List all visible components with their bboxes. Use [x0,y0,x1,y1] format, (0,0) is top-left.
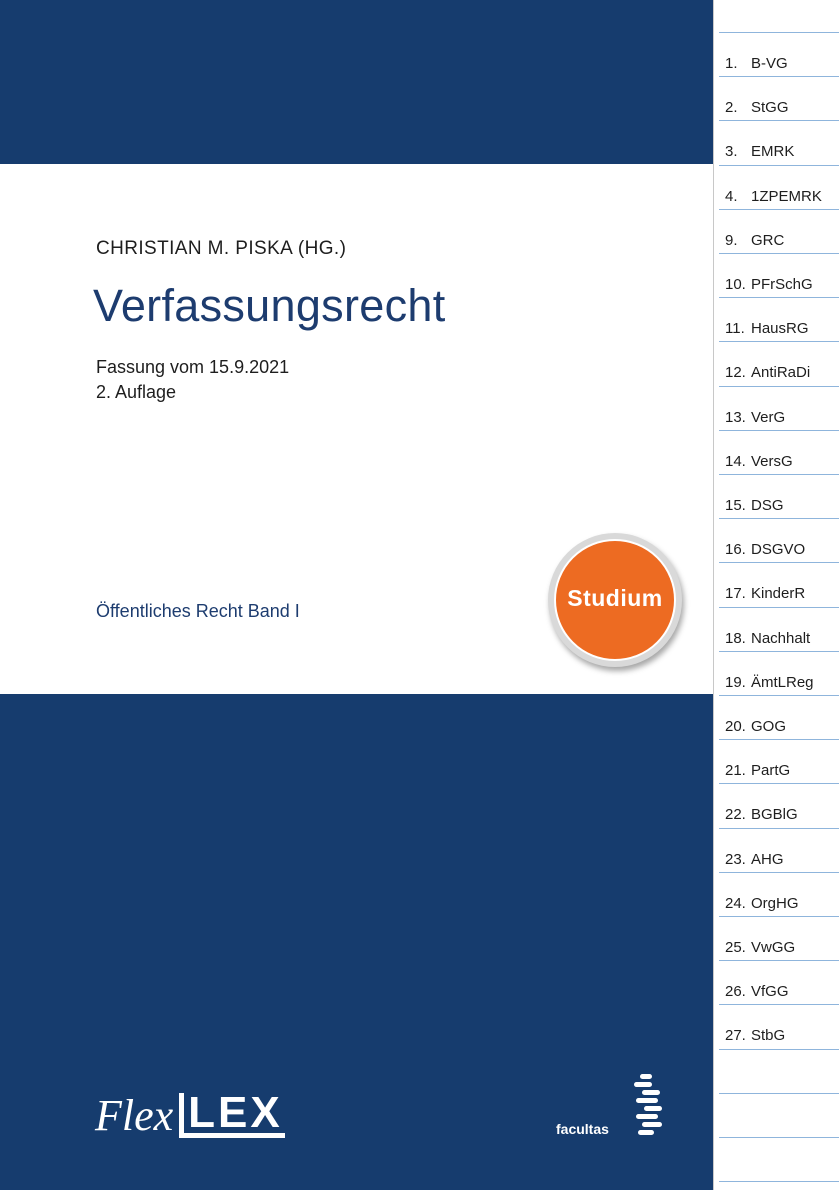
register-item[interactable] [725,851,839,873]
register-item-number: 20. [725,718,746,735]
register-item[interactable] [725,453,839,475]
register-item-number: 18. [725,630,746,647]
register-item-number: 22. [725,806,746,823]
register-item-label: GRC [751,232,785,249]
register-item-number: 15. [725,497,746,514]
register-item[interactable] [725,806,839,828]
register-item[interactable] [725,497,839,519]
register-divider [719,386,839,387]
register-item-label: KinderR [751,585,806,602]
register-tabs [713,0,839,1190]
register-item[interactable] [725,55,839,77]
register-item[interactable] [725,188,839,210]
register-divider [719,1137,839,1138]
register-item-label: StGG [751,99,789,116]
register-item-label: EMRK [751,143,795,160]
register-item-number: 3. [725,143,738,160]
register-item-label: OrgHG [751,895,799,912]
register-item-label: GOG [751,718,787,735]
studium-badge [554,539,676,661]
register-item[interactable] [725,674,839,696]
edition-date: Fassung vom 15.9.2021 [96,357,290,377]
register-item[interactable] [725,895,839,917]
register-item[interactable] [725,409,839,431]
register-item[interactable] [725,143,839,165]
register-item-number: 13. [725,409,746,426]
register-item-label: PFrSchG [751,276,813,293]
register-divider [719,32,839,33]
register-item[interactable] [725,276,839,298]
flexlex-logo [95,1078,285,1138]
register-item[interactable] [725,585,839,607]
register-item[interactable] [725,983,839,1005]
register-item[interactable] [725,939,839,961]
register-item-label: Nachhalt [751,630,811,647]
register-item[interactable] [725,1027,839,1049]
register-item[interactable] [725,762,839,784]
register-divider [719,1093,839,1094]
register-item-label: B-VG [751,55,788,72]
register-item[interactable] [725,541,839,563]
register-item[interactable] [725,232,839,254]
register-item[interactable] [725,99,839,121]
register-item-number: 19. [725,674,746,691]
register-item-number: 16. [725,541,746,558]
register-item[interactable] [725,364,839,386]
register-item-label: StbG [751,1027,786,1044]
register-item-label: VfGG [751,983,789,1000]
edition-number: 2. Auflage [96,382,177,402]
register-divider [719,828,839,829]
register-item[interactable] [725,718,839,740]
register-item-label: VersG [751,453,793,470]
register-item-label: VwGG [751,939,796,956]
register-item-number: 27. [725,1027,746,1044]
register-divider [719,1181,839,1182]
register-item-label: BGBlG [751,806,798,823]
register-item-number: 21. [725,762,746,779]
facultas-logo-icon [630,1074,666,1138]
register-item-number: 25. [725,939,746,956]
register-item-number: 10. [725,276,746,293]
badge-label: Studium [567,584,663,611]
register-item-number: 9. [725,232,738,249]
register-item-label: VerG [751,409,786,426]
register-item-label: AHG [751,851,784,868]
publisher-name: facultas [556,1121,609,1137]
register-item-number: 2. [725,99,738,116]
register-item-number: 12. [725,364,746,381]
register-item-number: 17. [725,585,746,602]
register-item[interactable] [725,630,839,652]
register-divider [719,165,839,166]
register-item-number: 11. [725,320,745,337]
register-item-label: 1ZPEMRK [751,188,822,205]
book-title: Verfassungsrecht [93,280,446,331]
register-item-number: 24. [725,895,746,912]
register-item-number: 14. [725,453,746,470]
register-divider [719,607,839,608]
author: CHRISTIAN M. PISKA (HG.) [96,238,347,259]
edition-info [96,355,289,405]
register-item-label: AntiRaDi [751,364,811,381]
register-item-label: ÄmtLReg [751,674,814,691]
register-item[interactable] [725,320,839,342]
register-item-number: 4. [725,188,738,205]
register-item-number: 26. [725,983,746,1000]
register-item-number: 23. [725,851,746,868]
flexlex-logo-lex: LEX [179,1093,285,1138]
register-item-label: HausRG [751,320,809,337]
series-label: Öffentliches Recht Band I [96,601,300,621]
register-item-label: PartG [751,762,791,779]
register-item-label: DSG [751,497,784,514]
register-item-number: 1. [725,55,738,72]
register-item-label: DSGVO [751,541,806,558]
flexlex-logo-flex: Flex [95,1091,174,1140]
register-divider [719,1049,839,1050]
